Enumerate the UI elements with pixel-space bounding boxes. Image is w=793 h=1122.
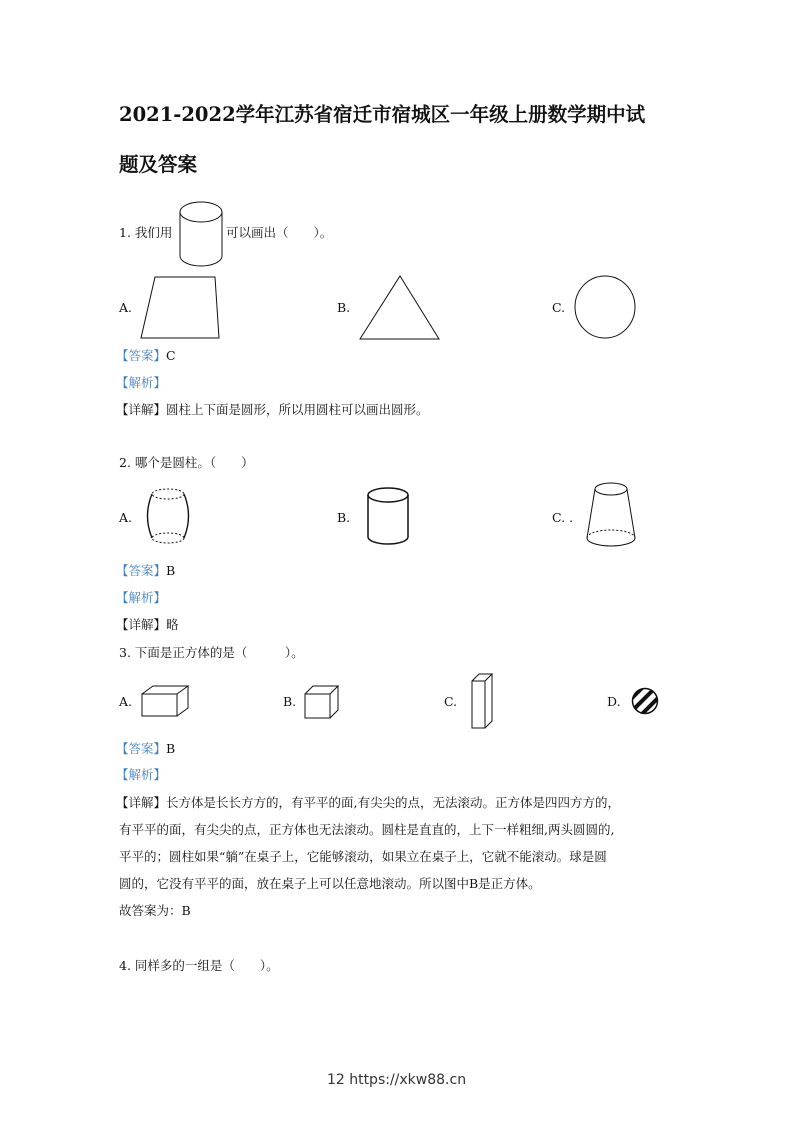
striped-ball-figure xyxy=(630,686,660,716)
q3-text: 3. 下面是正方体的是（ ）。 xyxy=(119,645,304,660)
q3-answer xyxy=(116,741,175,757)
answer-value: C xyxy=(166,348,176,363)
detail-label: 【详解】 xyxy=(116,617,167,632)
detail-label: 【详解】 xyxy=(116,402,167,417)
q1-option-b: B. xyxy=(337,300,351,315)
q2-option-c: C. . xyxy=(552,510,574,525)
barrel-figure xyxy=(143,486,193,546)
q3-option-b: B. xyxy=(283,694,297,709)
q3-detail-line-3: 平平的；圆柱如果“躺”在桌子上，它能够滚动，如果立在桌子上，它就不能滚动。球是圆 xyxy=(119,849,607,864)
cylinder-b-figure xyxy=(363,486,413,548)
q1-answer xyxy=(116,348,176,364)
q1-text-pre: 1. 我们用 xyxy=(119,225,173,240)
answer-label: 【答案】 xyxy=(116,741,167,756)
q1-analysis-label: 【解析】 xyxy=(116,375,167,390)
q1-text-post: 可以画出（ ）。 xyxy=(226,225,333,240)
q3-conclusion: 故答案为：B xyxy=(119,903,191,918)
q2-text: 2. 哪个是圆柱。（ ） xyxy=(119,455,254,470)
tall-cuboid-figure xyxy=(470,672,500,730)
answer-value: B xyxy=(166,741,176,756)
answer-label: 【答案】 xyxy=(116,563,167,578)
cylinder-figure xyxy=(176,200,226,270)
title-line-2: 题及答案 xyxy=(119,153,198,176)
q2-option-b: B. xyxy=(337,510,351,525)
q3-option-c: C. xyxy=(444,694,458,709)
circle-figure xyxy=(570,274,640,340)
q1-option-a: A. xyxy=(119,300,133,315)
detail-text: 圆柱上下面是圆形，所以用圆柱可以画出圆形。 xyxy=(166,402,429,417)
answer-label: 【答案】 xyxy=(116,348,167,363)
cuboid-figure xyxy=(140,684,190,718)
q2-detail xyxy=(116,617,179,633)
frustum-figure xyxy=(583,480,639,552)
trapezoid-figure xyxy=(140,274,220,340)
q2-analysis-label: 【解析】 xyxy=(116,590,167,605)
q3-option-d: D. xyxy=(607,694,621,709)
cube-figure xyxy=(303,684,343,720)
detail-text: 略 xyxy=(166,617,179,632)
title-line-1: 2021-2022学年江苏省宿迁市宿城区一年级上册数学期中试 xyxy=(119,103,646,126)
q1-option-c: C. xyxy=(552,300,566,315)
q3-analysis-label: 【解析】 xyxy=(116,767,167,782)
page-footer: 12 https://xkw88.cn xyxy=(326,1072,467,1088)
q2-option-a: A. xyxy=(119,510,133,525)
q2-answer xyxy=(116,563,175,579)
q4-text: 4. 同样多的一组是（ ）。 xyxy=(119,958,279,973)
detail-text: 长方体是长长方方的，有平平的面,有尖尖的点，无法滚动。正方体是四四方方的， xyxy=(166,795,620,810)
answer-value: B xyxy=(166,563,176,578)
triangle-figure xyxy=(355,274,445,342)
detail-label: 【详解】 xyxy=(116,795,167,810)
q3-detail-line-2: 有平平的面，有尖尖的点，正方体也无法滚动。圆柱是直直的，上下一样粗细,两头圆圆的, xyxy=(119,822,615,837)
q3-option-a: A. xyxy=(119,694,133,709)
q3-detail-line-1 xyxy=(116,795,620,811)
q3-detail-line-4: 圆的，它没有平平的面，放在桌子上可以任意地滚动。所以图中B是正方体。 xyxy=(119,876,541,891)
q1-detail xyxy=(116,402,429,418)
